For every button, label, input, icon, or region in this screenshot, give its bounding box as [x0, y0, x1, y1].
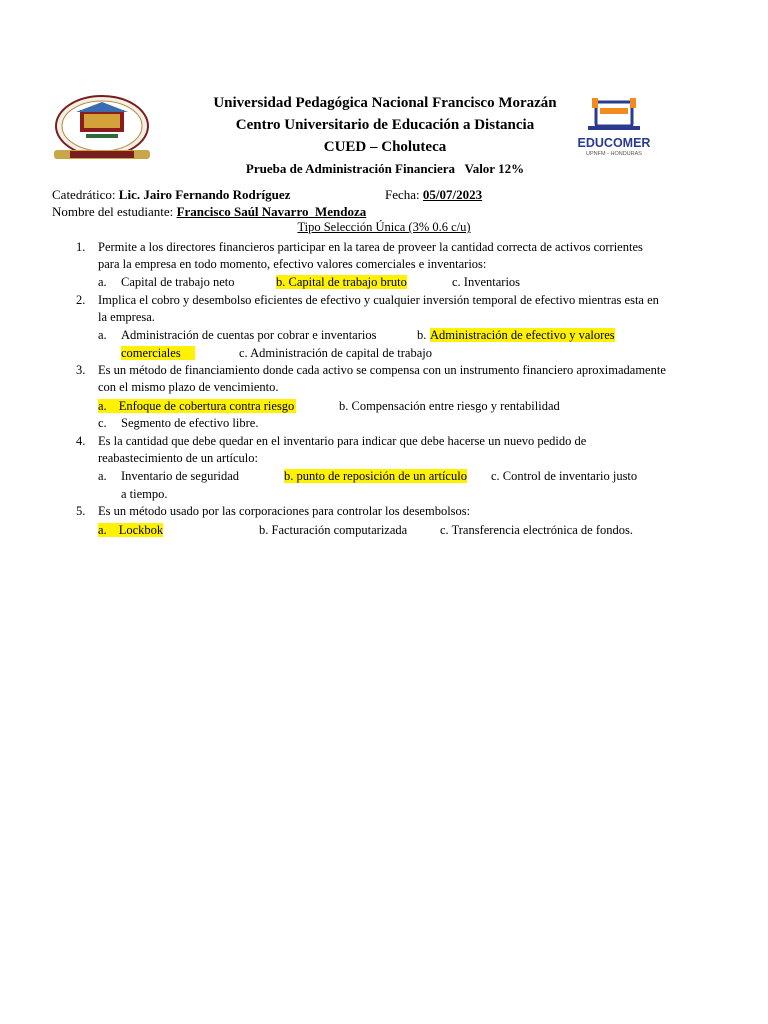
q1-option-a-text: Capital de trabajo neto: [121, 275, 235, 289]
date-line: [385, 186, 482, 203]
q2-option-c: c. Administración de capital de trabajo: [239, 346, 432, 360]
answer-highlight: [98, 523, 163, 537]
question-3: [76, 362, 666, 396]
option-text: Lockbok: [118, 523, 164, 537]
q3-option-b: b. Compensación entre riesgo y rentabilidad: [339, 399, 560, 413]
question-1: [76, 239, 666, 273]
question-number: 5.: [76, 504, 86, 518]
teacher-label: Catedrático:: [52, 187, 116, 202]
student-line: [52, 203, 366, 220]
question-text: Permite a los directores financieros participar en la tarea de proveer la cantidad correcta de activos corrientes para la empresa en todo momento, efectivo valores comerciales e inventarios:: [98, 240, 643, 271]
exam-title: Prueba de Administración Financiera Valor 12%: [245, 161, 525, 176]
educomer-wordmark: EDUCOMER: [577, 136, 651, 150]
answer-highlight: Administración de efectivo y valores: [430, 328, 615, 342]
teacher-name: Lic. Jairo Fernando Rodríguez: [118, 187, 291, 202]
option-text: Enfoque de cobertura contra riesgo: [118, 399, 295, 413]
university-name: Universidad Pedagógica Nacional Francisco Morazán: [213, 95, 557, 111]
question-2: [76, 292, 666, 326]
option-label: a.: [98, 523, 107, 537]
q2-option-a-label: a.: [98, 328, 107, 342]
question-text: Es un método de financiamiento donde cada activo se compensa con un instrumento financiero aproximadamente con el mismo plazo de vencimiento.: [98, 363, 666, 394]
q1-option-a: [98, 274, 107, 292]
question-number: 1.: [76, 240, 86, 254]
q4-option-a: Inventario de seguridad: [121, 469, 240, 483]
question-5: [76, 503, 666, 520]
question-text: Implica el cobro y desembolso eficientes de efectivo y cualquier inversión temporal de efectivo mientras esta en la empresa.: [98, 293, 659, 324]
q1-option-b: [276, 274, 407, 292]
q4-option-c: c. Control de inventario justo: [491, 469, 638, 483]
q4-option-c-cont: a tiempo.: [121, 487, 168, 501]
option-label: a.: [98, 399, 107, 413]
q3-option-c-label: c.: [98, 416, 107, 430]
q3-option-c: Segmento de efectivo libre.: [121, 416, 259, 430]
question-number: 3.: [76, 363, 86, 377]
q4-option-a-label: a.: [98, 469, 107, 483]
answer-highlight: b. Capital de trabajo bruto: [276, 275, 407, 289]
q2-option-a: Administración de cuentas por cobrar e inventarios: [121, 328, 377, 342]
section-title: [0, 220, 768, 235]
section-title-text: Tipo Selección Única (3% 0.6 c/u): [297, 220, 471, 234]
center-name: Centro Universitario de Educación a Distancia: [235, 117, 535, 133]
option-label: a.: [98, 275, 107, 289]
student-name: Francisco Saúl Navarro Mendoza: [176, 204, 367, 219]
answer-highlight: [98, 399, 296, 413]
question-4: [76, 433, 666, 467]
q4-option-b: [284, 468, 467, 486]
q1-option-c: c. Inventarios: [452, 275, 521, 289]
q5-option-b: b. Facturación computarizada: [259, 523, 408, 537]
question-number: 4.: [76, 434, 86, 448]
q3-option-a: [98, 398, 296, 416]
educomer-subtext: UPNFM - HONDURAS: [586, 151, 642, 157]
student-label: Nombre del estudiante:: [52, 204, 174, 219]
option-label: b.: [284, 469, 294, 483]
option-text: punto de reposición de un artículo: [293, 469, 467, 483]
teacher-line: [52, 186, 290, 203]
date-value: 05/07/2023: [422, 187, 483, 202]
q5-option-c: c. Transferencia electrónica de fondos.: [440, 523, 633, 537]
question-text: Es un método usado por las corporaciones para controlar los desembolsos:: [98, 504, 471, 518]
question-text: Es la cantidad que debe quedar en el inventario para indicar que debe hacerse un nuevo pedido de reabastecimiento de un artículo:: [98, 434, 587, 465]
question-number: 2.: [76, 293, 86, 307]
answer-highlight: comerciales: [121, 346, 195, 360]
university-seal-logo: [50, 94, 154, 162]
q2-option-b-label: b.: [417, 328, 427, 342]
campus-name: CUED – Choluteca: [323, 139, 447, 155]
answer-highlight: [284, 469, 467, 483]
q5-option-a: [98, 522, 163, 540]
q2-option-b-cont: [121, 345, 195, 363]
q2-option-b: [430, 327, 615, 345]
document-header: [150, 92, 620, 179]
date-label: Fecha:: [385, 187, 420, 202]
